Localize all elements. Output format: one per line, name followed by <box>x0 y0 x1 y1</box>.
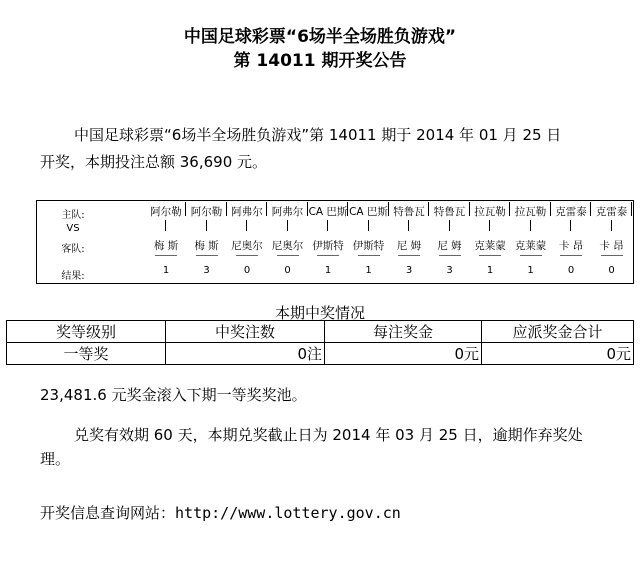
away-underline <box>601 255 623 256</box>
away-underline <box>479 255 501 256</box>
prize-header-per-ticket: 每注奖金 <box>325 321 482 343</box>
matches-table <box>36 200 634 284</box>
home-team-name: 拉瓦勒 <box>514 206 547 218</box>
home-team-name: 阿弗尔 <box>231 206 263 218</box>
away-underline <box>277 255 299 256</box>
validity-line2: 理。 <box>40 450 71 468</box>
notice-title-line1: 中国足球彩票“6场半全场胜负游戏” <box>183 27 457 47</box>
away-underline <box>196 255 218 256</box>
vs-separator <box>611 220 612 231</box>
away-team-name: 梅 斯 <box>194 240 219 252</box>
home-team-name: 拉瓦勒 <box>474 206 506 218</box>
away-underline <box>236 255 258 256</box>
prize-header-total: 应派奖金合计 <box>482 321 634 343</box>
vs-label: VS <box>66 223 80 234</box>
match-result: 3 <box>405 265 413 276</box>
validity-line1: 兑奖有效期 60 天，本期兑奖截止日为 2014 年 03 月 25 日，逾期作弃奖处 <box>74 426 583 444</box>
vs-separator <box>327 220 328 231</box>
prize-header-count: 中奖注数 <box>166 321 325 343</box>
home-team-name: 特鲁瓦 <box>433 206 466 218</box>
prize-per-ticket-cell: 0元 <box>325 343 482 365</box>
home-team-name: 克雷泰 <box>555 206 587 218</box>
match-column <box>308 200 348 284</box>
home-team-name: 阿弗尔 <box>271 206 304 218</box>
match-column <box>430 200 470 284</box>
home-team-name: CA 巴斯 <box>308 206 348 218</box>
vs-separator <box>206 220 207 231</box>
match-column <box>146 200 186 284</box>
away-team-name: 尼 姆 <box>396 240 422 252</box>
result-label: 结果: <box>61 271 85 282</box>
vs-separator <box>530 220 531 231</box>
vs-separator <box>408 220 409 231</box>
away-team-name: 伊斯特 <box>312 240 344 252</box>
home-team-name: 阿尔勒 <box>190 206 223 218</box>
prize-level-cell: 一等奖 <box>7 343 166 365</box>
match-result: 1 <box>324 265 332 276</box>
home-team-name: CA 巴斯 <box>349 206 388 218</box>
away-team-name: 尼奥尔 <box>271 240 304 252</box>
vs-separator <box>287 220 288 231</box>
home-team-label: 主队: <box>61 210 85 221</box>
match-result: 0 <box>243 265 251 276</box>
vs-separator <box>165 220 166 231</box>
away-underline <box>358 255 380 256</box>
away-team-name: 卡 昂 <box>599 240 624 252</box>
prize-count-cell: 0注 <box>166 343 325 365</box>
home-team-name: 特鲁瓦 <box>393 206 425 218</box>
match-column <box>389 200 429 284</box>
match-result: 0 <box>567 265 575 276</box>
table-row <box>7 343 634 365</box>
away-underline <box>520 255 542 256</box>
match-column <box>227 200 267 284</box>
prize-header-level: 奖等级别 <box>7 321 166 343</box>
vs-separator <box>570 220 571 231</box>
vs-separator <box>489 220 490 231</box>
rollover-text: 23,481.6 元奖金滚入下期一等奖奖池。 <box>40 386 307 404</box>
away-underline <box>155 255 177 256</box>
away-team-name: 尼奥尔 <box>231 240 263 252</box>
away-team-name: 克莱蒙 <box>514 240 547 252</box>
home-team-name: 克雷泰 <box>595 206 628 218</box>
match-column <box>470 200 510 284</box>
match-result: 3 <box>446 265 453 276</box>
website-label: 开奖信息查询网站： <box>40 504 176 522</box>
prize-table <box>6 320 634 365</box>
intro-line2: 开奖，本期投注总额 36,690 元。 <box>40 153 268 171</box>
match-column <box>551 200 591 284</box>
match-column <box>187 200 227 284</box>
away-team-name: 卡 昂 <box>558 240 584 252</box>
prize-table-header-row <box>7 321 634 343</box>
match-column <box>268 200 308 284</box>
column-divider <box>631 202 632 216</box>
away-team-name: 尼 姆 <box>437 240 462 252</box>
away-team-name: 克莱蒙 <box>474 240 506 252</box>
away-underline <box>317 255 339 256</box>
intro-line1: 中国足球彩票“6场半全场胜负游戏”第 14011 期于 2014 年 01 月 25 日 <box>74 126 562 144</box>
match-result: 1 <box>365 265 372 276</box>
website-link[interactable]: http://www.lottery.gov.cn <box>175 504 401 522</box>
match-result: 1 <box>486 265 494 276</box>
away-team-name: 梅 斯 <box>153 240 179 252</box>
match-result: 3 <box>203 265 210 276</box>
prize-section-title: 本期中奖情况 <box>274 304 365 322</box>
away-underline <box>398 255 420 256</box>
match-result: 1 <box>527 265 534 276</box>
match-column <box>592 200 632 284</box>
away-underline <box>560 255 582 256</box>
match-result: 1 <box>162 265 170 276</box>
match-column <box>511 200 551 284</box>
vs-separator <box>246 220 247 231</box>
match-column <box>349 200 389 284</box>
away-team-name: 伊斯特 <box>352 240 385 252</box>
home-team-name: 阿尔勒 <box>150 206 182 218</box>
vs-separator <box>368 220 369 231</box>
website-line <box>40 502 401 523</box>
vs-separator <box>449 220 450 231</box>
notice-title-line2: 第 14011 期开奖公告 <box>233 51 407 71</box>
prize-total-cell: 0元 <box>482 343 634 365</box>
away-underline <box>439 255 461 256</box>
away-team-label: 客队: <box>61 244 85 255</box>
match-result: 0 <box>284 265 291 276</box>
match-result: 0 <box>608 265 615 276</box>
